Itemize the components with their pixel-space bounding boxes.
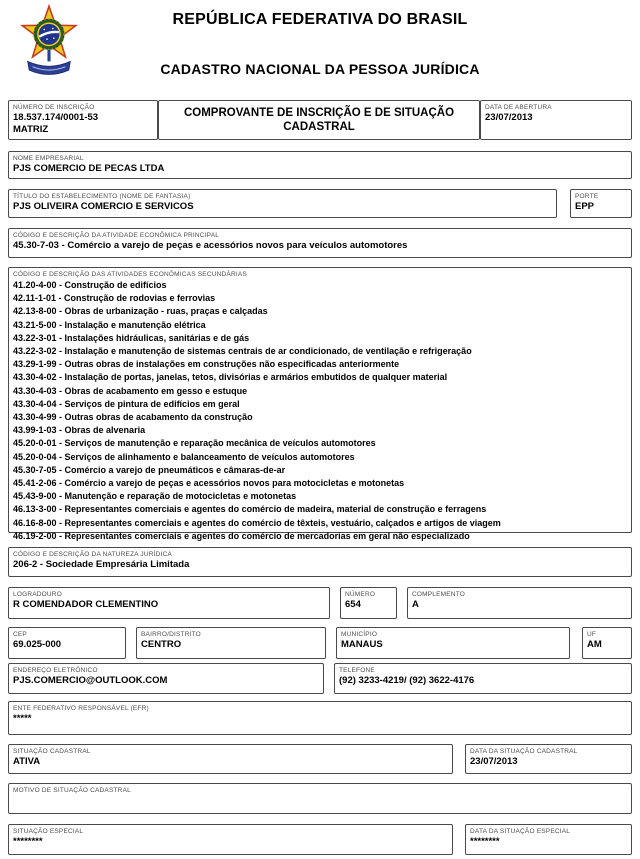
field-data-situacao-especial <box>465 824 632 855</box>
titulo-estabelecimento-label: TÍTULO DO ESTABELECIMENTO (NOME DE FANTASIA) <box>13 193 191 200</box>
atividades-secundarias-label: CÓDIGO E DESCRIÇÃO DAS ATIVIDADES ECONÔMICAS SECUNDÁRIAS <box>13 271 247 278</box>
nome-empresarial-value: PJS COMERCIO DE PECAS LTDA <box>13 163 165 174</box>
municipio-value: MANAUS <box>341 639 383 650</box>
secondary-activity-line: 45.20-0-04 - Serviços de alinhamento e balanceamento de veículos automotores <box>13 451 355 462</box>
atividade-principal-label: CÓDIGO E DESCRIÇÃO DA ATIVIDADE ECONÔMICA PRINCIPAL <box>13 232 220 239</box>
field-endereco-eletronico <box>8 663 324 694</box>
field-situacao-especial <box>8 824 453 855</box>
republic-title: REPÚBLICA FEDERATIVA DO BRASIL <box>172 11 468 28</box>
field-complemento <box>407 587 632 619</box>
secondary-activity-line: 46.13-3-00 - Representantes comerciais e agentes do comércio de madeira, material de construção e ferragens <box>13 504 487 515</box>
secondary-activity-line: 43.30-4-99 - Outras obras de acabamento da construção <box>13 412 253 423</box>
uf-label: UF <box>587 631 597 638</box>
data-situacao-especial-value: ******** <box>470 836 500 847</box>
secondary-activity-line: 43.22-3-02 - Instalação e manutenção de sistemas centrais de ar condicionado, de ventilação e refrigeração <box>13 346 472 357</box>
field-bairro <box>136 627 326 659</box>
data-situacao-especial-label: DATA DA SITUAÇÃO ESPECIAL <box>470 828 571 835</box>
complemento-label: COMPLEMENTO <box>412 591 466 598</box>
field-porte <box>570 189 632 218</box>
field-numero <box>340 587 397 619</box>
field-nome-empresarial <box>8 151 632 179</box>
efr-value: ***** <box>13 713 32 724</box>
complemento-value: A <box>412 599 419 610</box>
numero-value: 654 <box>345 599 361 610</box>
secondary-activity-line: 45.30-7-05 - Comércio a varejo de pneumáticos e câmaras-de-ar <box>13 464 286 475</box>
cep-value: 69.025-000 <box>13 639 62 650</box>
cep-label: CEP <box>13 631 27 638</box>
secondary-activity-line: 45.20-0-01 - Serviços de manutenção e reparação mecânica de veículos automotores <box>13 438 376 449</box>
logradouro-label: LOGRADOURO <box>13 591 62 598</box>
secondary-activity-line: 43.21-5-00 - Instalação e manutenção elétrica <box>13 319 206 330</box>
field-situacao-cadastral <box>8 744 453 774</box>
bairro-value: CENTRO <box>141 639 182 650</box>
secondary-activities-list <box>13 279 628 543</box>
situacao-cadastral-value: ATIVA <box>13 756 41 767</box>
field-data-situacao-cadastral <box>465 744 632 774</box>
secondary-activity-line: 43.30-4-02 - Instalação de portas, janelas, tetos, divisórias e armários embutidos de qualquer material <box>13 372 448 383</box>
municipio-label: MUNICÍPIO <box>341 631 378 638</box>
document-title-box <box>158 100 480 140</box>
porte-value: EPP <box>575 201 595 212</box>
endereco-eletronico-value: PJS.COMERCIO@OUTLOOK.COM <box>13 675 168 686</box>
document-title: COMPROVANTE DE INSCRIÇÃO E DE SITUAÇÃO CADASTRAL <box>183 107 455 133</box>
field-titulo-estabelecimento <box>8 189 557 218</box>
field-logradouro <box>8 587 330 619</box>
secondary-activity-line: 43.99-1-03 - Obras de alvenaria <box>13 425 146 436</box>
secondary-activity-line: 41.20-4-00 - Construção de edifícios <box>13 280 167 290</box>
atividade-principal-value: 45.30-7-03 - Comércio a varejo de peças e acessórios novos para veículos automotores <box>13 240 408 251</box>
numero-label: NÚMERO <box>345 591 376 598</box>
endereco-eletronico-label: ENDEREÇO ELETRÔNICO <box>13 667 98 674</box>
secondary-activity-line: 46.16-8-00 - Representantes comerciais e agentes do comércio de têxteis, vestuário, calçados e artigos de viagem <box>13 517 501 528</box>
field-uf <box>582 627 632 659</box>
numero-inscricao-value: 18.537.174/0001-53 <box>13 112 99 123</box>
secondary-activity-line: 43.30-4-03 - Obras de acabamento em gesso e estuque <box>13 385 248 396</box>
secondary-activity-line: 45.41-2-06 - Comércio a varejo de peças e acessórios novos para motocicletas e motonetas <box>13 478 405 489</box>
field-cep <box>8 627 126 659</box>
registry-title: CADASTRO NACIONAL DA PESSOA JURÍDICA <box>160 61 480 77</box>
uf-value: AM <box>587 639 602 650</box>
data-abertura-value: 23/07/2013 <box>485 112 533 123</box>
secondary-activity-line: 45.43-9-00 - Manutenção e reparação de motocicletas e motonetas <box>13 491 297 502</box>
titulo-estabelecimento-value: PJS OLIVEIRA COMERCIO E SERVICOS <box>13 201 194 212</box>
data-situacao-cadastral-label: DATA DA SITUAÇÃO CADASTRAL <box>470 748 578 755</box>
field-motivo-situacao <box>8 783 632 814</box>
numero-inscricao-matriz: MATRIZ <box>13 124 49 135</box>
nome-empresarial-label: NOME EMPRESARIAL <box>13 155 84 162</box>
field-atividade-principal <box>8 228 632 258</box>
bairro-label: BAIRRO/DISTRITO <box>141 631 201 638</box>
secondary-activity-line: 43.30-4-04 - Serviços de pintura de edifícios em geral <box>13 398 240 409</box>
logradouro-value: R COMENDADOR CLEMENTINO <box>13 599 159 610</box>
data-situacao-cadastral-value: 23/07/2013 <box>470 756 518 767</box>
telefone-label: TELEFONE <box>339 667 375 674</box>
secondary-activity-line: 46.19-2-00 - Representantes comerciais e agentes do comércio de mercadorias em geral não especializado <box>13 530 470 541</box>
field-telefone <box>334 663 632 694</box>
natureza-juridica-label: CÓDIGO E DESCRIÇÃO DA NATUREZA JURÍDICA <box>13 551 173 558</box>
porte-label: PORTE <box>575 193 599 200</box>
field-data-abertura <box>480 100 632 140</box>
secondary-activity-line: 42.13-8-00 - Obras de urbanização - ruas, praças e calçadas <box>13 306 268 317</box>
motivo-situacao-label: MOTIVO DE SITUAÇÃO CADASTRAL <box>13 787 131 794</box>
field-atividades-secundarias <box>8 267 632 541</box>
data-abertura-label: DATA DE ABERTURA <box>485 104 552 111</box>
telefone-value: (92) 3233-4219/ (92) 3622-4176 <box>339 675 475 686</box>
natureza-juridica-value: 206-2 - Sociedade Empresária Limitada <box>13 559 190 570</box>
secondary-activity-line: 42.11-1-01 - Construção de rodovias e ferrovias <box>13 293 216 304</box>
secondary-activity-line: 43.22-3-01 - Instalações hidráulicas, sanitárias e de gás <box>13 332 250 343</box>
field-numero-inscricao <box>8 100 158 140</box>
secondary-activity-line: 43.29-1-99 - Outras obras de instalações em construções não especificadas anteriormente <box>13 359 400 370</box>
situacao-cadastral-label: SITUAÇÃO CADASTRAL <box>13 748 91 755</box>
situacao-especial-label: SITUAÇÃO ESPECIAL <box>13 828 84 835</box>
situacao-especial-value: ******** <box>13 836 43 847</box>
field-efr <box>8 701 632 735</box>
field-natureza-juridica <box>8 547 632 577</box>
efr-label: ENTE FEDERATIVO RESPONSÁVEL (EFR) <box>13 705 149 712</box>
field-municipio <box>336 627 570 659</box>
numero-inscricao-label: NÚMERO DE INSCRIÇÃO <box>13 104 95 111</box>
